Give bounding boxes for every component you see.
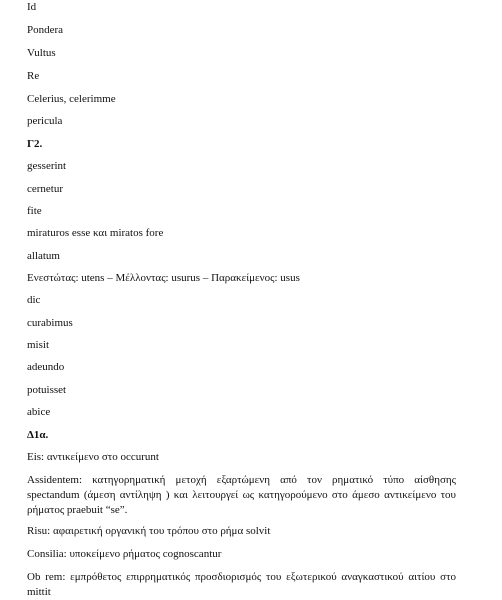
text-line: abice [27,406,51,418]
text-line: Pondera [27,24,64,36]
text-line: potuisset [27,384,67,396]
text-line: cernetur [27,183,64,195]
text-line: fite [27,205,42,217]
text-line: Id [27,1,37,13]
text-line: gesserint [27,160,67,172]
text-line: Vultus [27,47,56,59]
text-line: Re [27,70,40,82]
paragraph-assidentem [27,473,456,518]
text-line: allatum [27,250,60,262]
paragraph-ob-rem [27,570,456,600]
text-line: Celerius, celerimme [27,93,116,105]
text-line: Consilia: υποκείμενο ρήματος cognoscantur [27,548,222,560]
text-line: Risu: αφαιρετική οργανική του τρόπου στο ρήμα solvit [27,525,271,537]
paragraph-line: Assidentem: κατηγορηματική μετοχή εξαρτώμενη από τον ρηματικό τύπο αίσθησης [27,474,456,486]
paragraph-line: Ob rem: εμπρόθετος επιρρηματικός προσδιορισμός του εξωτερικού αναγκαστικού αιτίου στο [27,571,456,583]
text-line: misit [27,339,50,351]
text-line: pericula [27,115,63,127]
text-line: miraturos esse και miratos fore [27,227,164,239]
text-line: dic [27,294,41,306]
text-line: Eis: αντικείμενο στο occurunt [27,451,159,463]
text-line: Ενεστώτας: utens – Μέλλοντας: usurus – Παρακείμενος: usus [27,272,300,284]
paragraph-line: ρήματος praebuit “se”. [27,504,128,516]
paragraph-line: mittit [27,586,51,598]
section-heading: Δ1α. [27,429,49,441]
text-line: curabimus [27,317,73,329]
paragraph-line: spectandum (άμεση αντίληψη ) και λειτουργεί ως κατηγορούμενο στο άμεσο αντικείμενο του [27,489,456,501]
section-heading: Γ2. [27,138,43,150]
text-line: adeundo [27,361,65,373]
